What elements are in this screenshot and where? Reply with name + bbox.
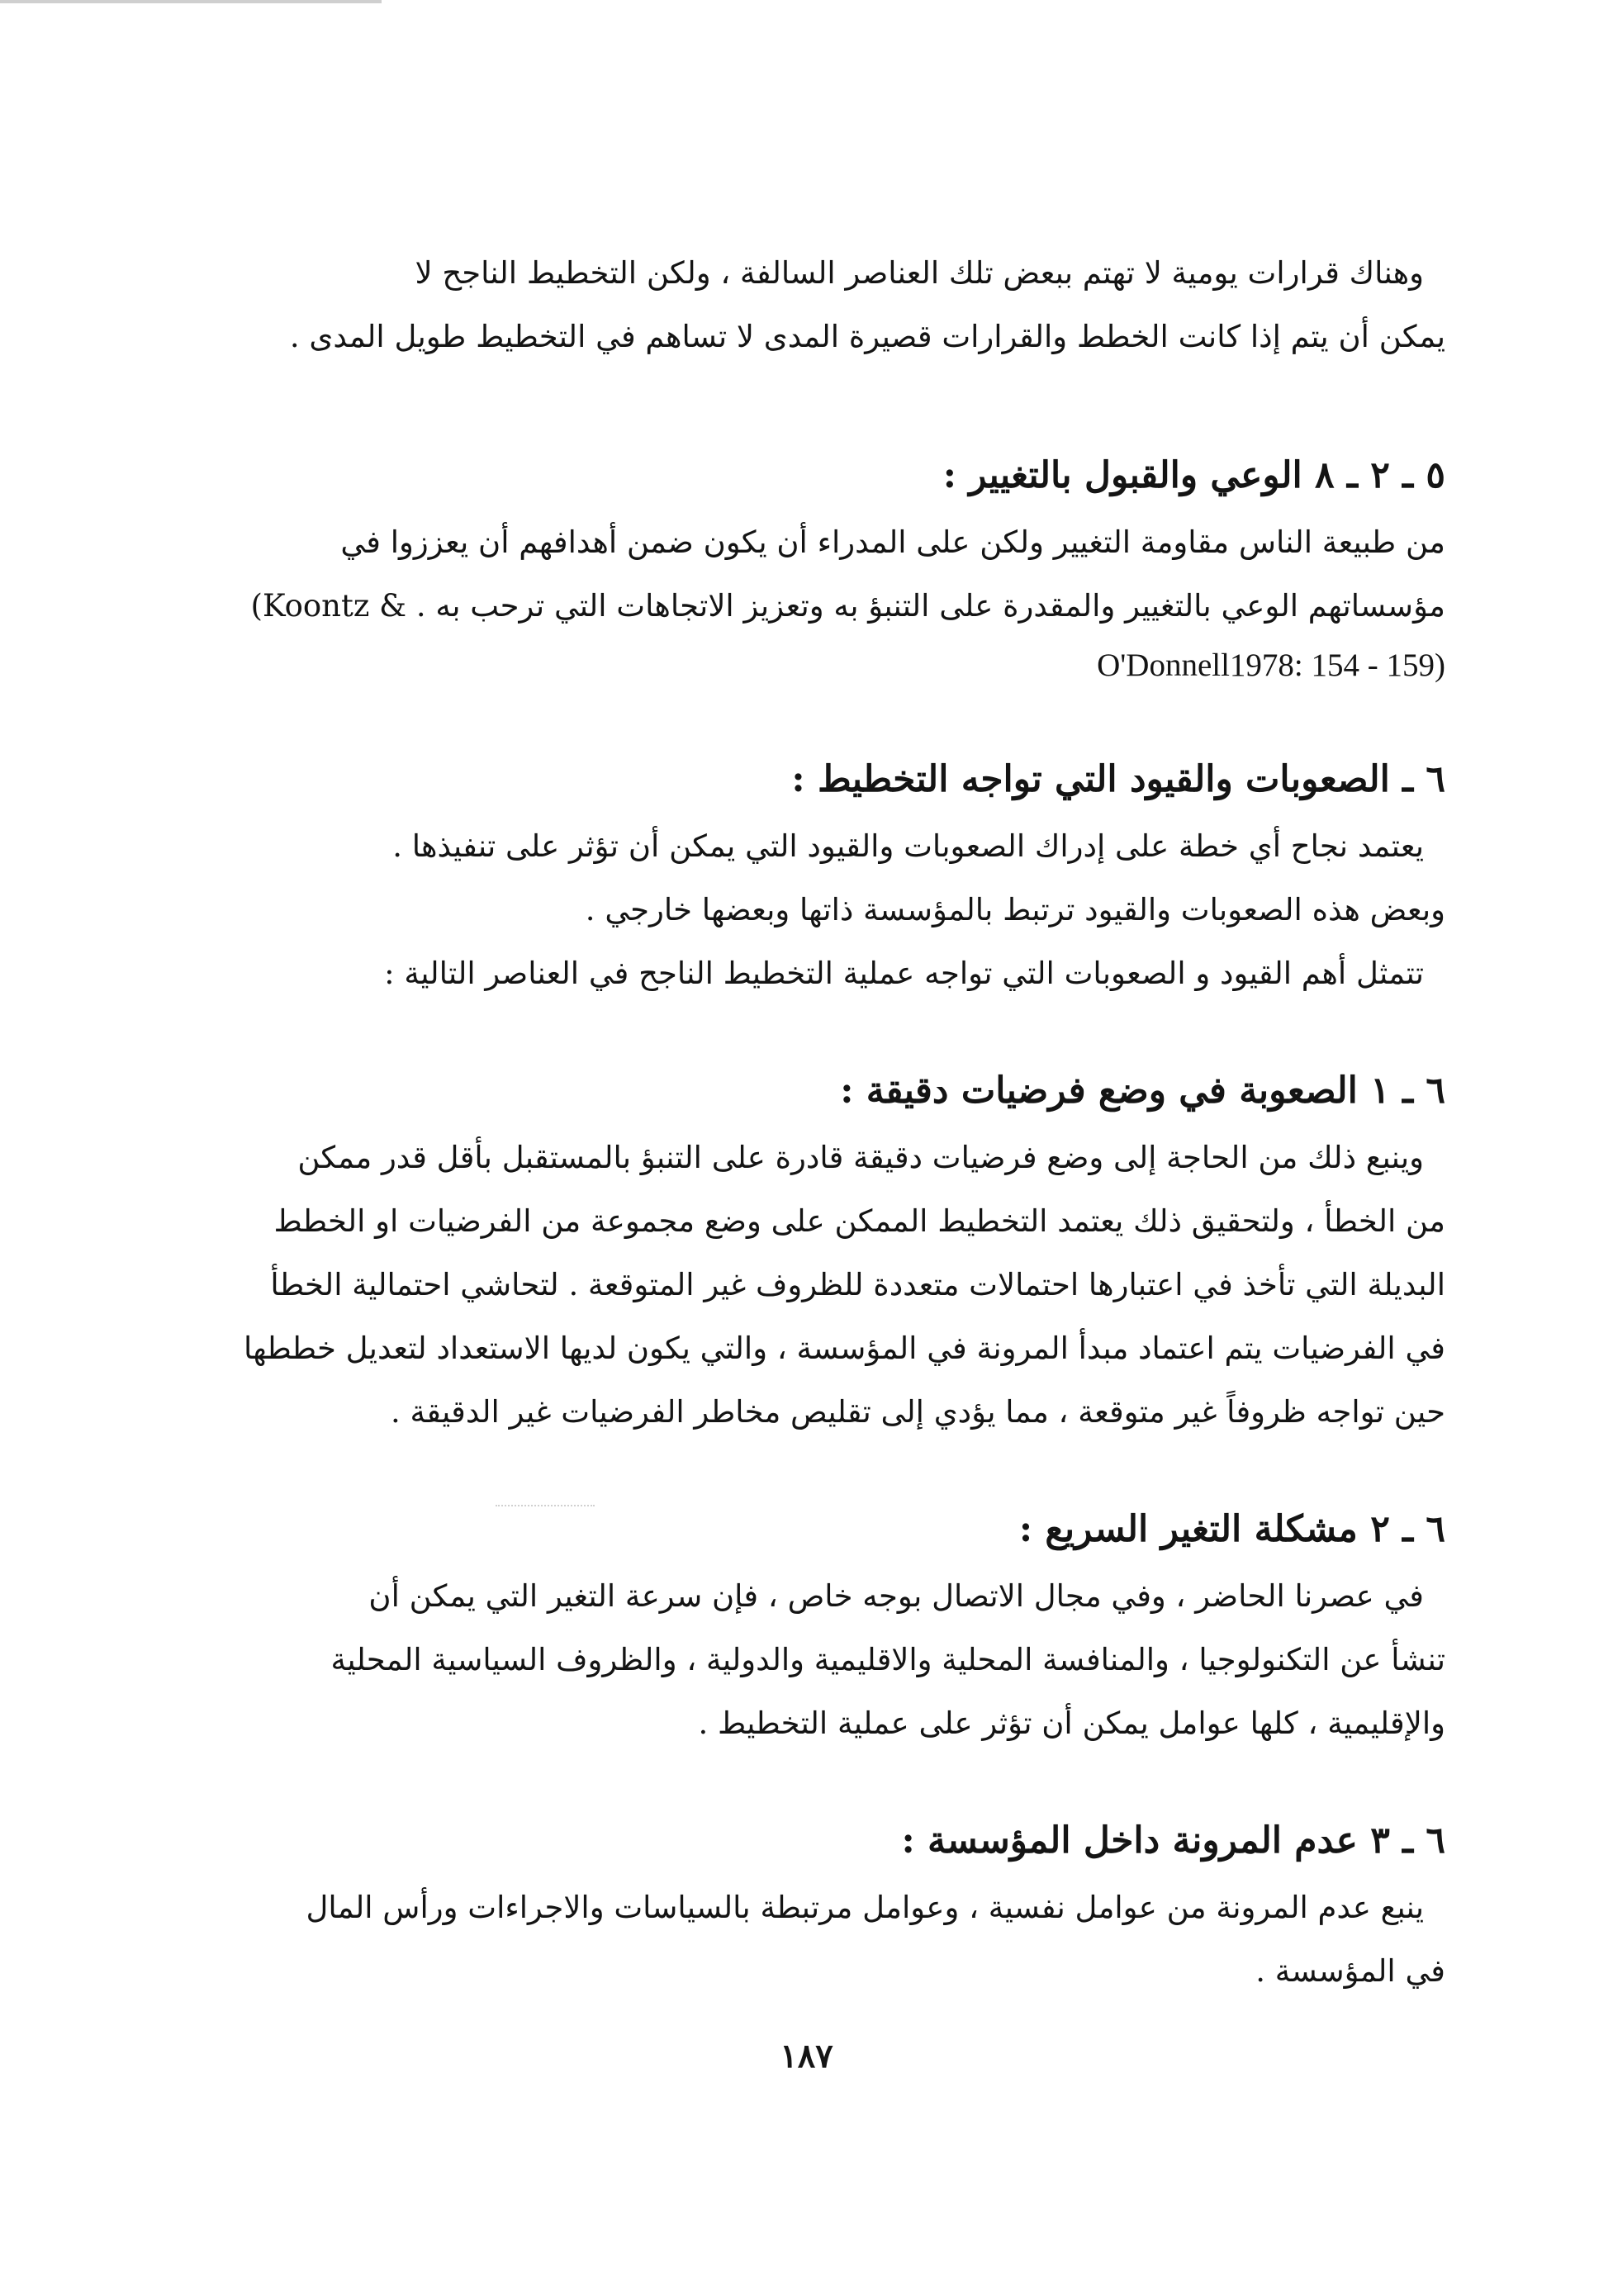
section-heading: ٦ ـ ٣ عدم المرونة داخل المؤسسة :: [901, 1819, 1445, 1862]
section-heading: ٦ ـ ٢ مشكلة التغير السريع :: [1018, 1508, 1445, 1550]
text-line: من الخطأ ، ولتحقيق ذلك يعتمد التخطيط الممكن على وضع مجموعة من الفرضيات او الخطط: [273, 1203, 1445, 1239]
text-line: حين تواجه ظروفاً غير متوقعة ، مما يؤدي إلى تقليص مخاطر الفرضيات غير الدقيقة .: [390, 1394, 1445, 1430]
citation-line: O'Donnell1978: 154 - 159): [1097, 648, 1445, 683]
intro-paragraph: [157, 241, 1445, 368]
section-heading: ٥ ـ ٢ ـ ٨ الوعي والقبول بالتغيير :: [942, 454, 1445, 496]
text-line: من طبيعة الناس مقاومة التغيير ولكن على المدراء أن يكون ضمن أهدافهم أن يعززوا في: [340, 524, 1445, 560]
text-line: وينبع ذلك من الحاجة إلى وضع فرضيات دقيقة قادرة على التنبؤ بالمستقبل بأقل قدر ممكن: [297, 1140, 1424, 1175]
text-line: وبعض هذه الصعوبات والقيود ترتبط بالمؤسسة ذاتها وبعضها خارجي .: [585, 892, 1445, 927]
section-6-1: [157, 1056, 1445, 1444]
text-line: تتمثل أهم القيود و الصعوبات التي تواجه عملية التخطيط الناجح في العناصر التالية :: [384, 956, 1424, 991]
text-line: في عصرنا الحاضر ، وفي مجال الاتصال بوجه خاص ، فإن سرعة التغير التي يمكن أن: [368, 1578, 1424, 1614]
section-heading: ٦ ـ الصعوبات والقيود التي تواجه التخطيط :: [791, 758, 1445, 800]
text-line: تنشأ عن التكنولوجيا ، والمنافسة المحلية والاقليمية والدولية ، والظروف السياسية المحلية: [330, 1642, 1445, 1677]
page-content: [157, 241, 1445, 2003]
page-number: ١٨٧: [780, 2037, 833, 2075]
spacer: [157, 694, 1445, 745]
text-line: والإقليمية ، كلها عوامل يمكن أن تؤثر على عملية التخطيط .: [698, 1705, 1445, 1741]
text-line: وهناك قرارات يومية لا تهتم ببعض تلك العناصر السالفة ، ولكن التخطيط الناجح لا: [415, 255, 1424, 291]
scan-speck: [496, 1505, 595, 1508]
section-6-3: [157, 1806, 1445, 2003]
text-line: في المؤسسة .: [1255, 1953, 1445, 1989]
spacer: [157, 1444, 1445, 1495]
section-5-2-8: [157, 441, 1445, 694]
section-6: [157, 745, 1445, 1005]
top-edge-rule: [0, 0, 382, 3]
spacer: [157, 1755, 1445, 1806]
spacer: [157, 368, 1445, 441]
text-line: في الفرضيات يتم اعتماد مبدأ المرونة في المؤسسة ، والتي يكون لديها الاستعداد لتعديل خططها: [244, 1331, 1445, 1366]
text-line: يعتمد نجاح أي خطة على إدراك الصعوبات والقيود التي يمكن أن تؤثر على تنفيذها .: [392, 828, 1424, 864]
text-line: ينبع عدم المرونة من عوامل نفسية ، وعوامل مرتبطة بالسياسات والاجراءات ورأس المال: [306, 1890, 1424, 1925]
section-heading: ٦ ـ ١ الصعوبة في وضع فرضيات دقيقة :: [840, 1070, 1445, 1112]
text-line: البديلة التي تأخذ في اعتبارها احتمالات متعددة للظروف غير المتوقعة . لتحاشي احتمالية الخطأ: [270, 1267, 1445, 1302]
spacer: [157, 1005, 1445, 1056]
text-line: مؤسساتهم الوعي بالتغيير والمقدرة على التنبؤ به وتعزيز الاتجاهات التي ترحب به . & Koontz): [250, 588, 1445, 624]
section-6-2: [157, 1495, 1445, 1755]
text-line: يمكن أن يتم إذا كانت الخطط والقرارات قصيرة المدى لا تساهم في التخطيط طويل المدى .: [289, 319, 1445, 354]
